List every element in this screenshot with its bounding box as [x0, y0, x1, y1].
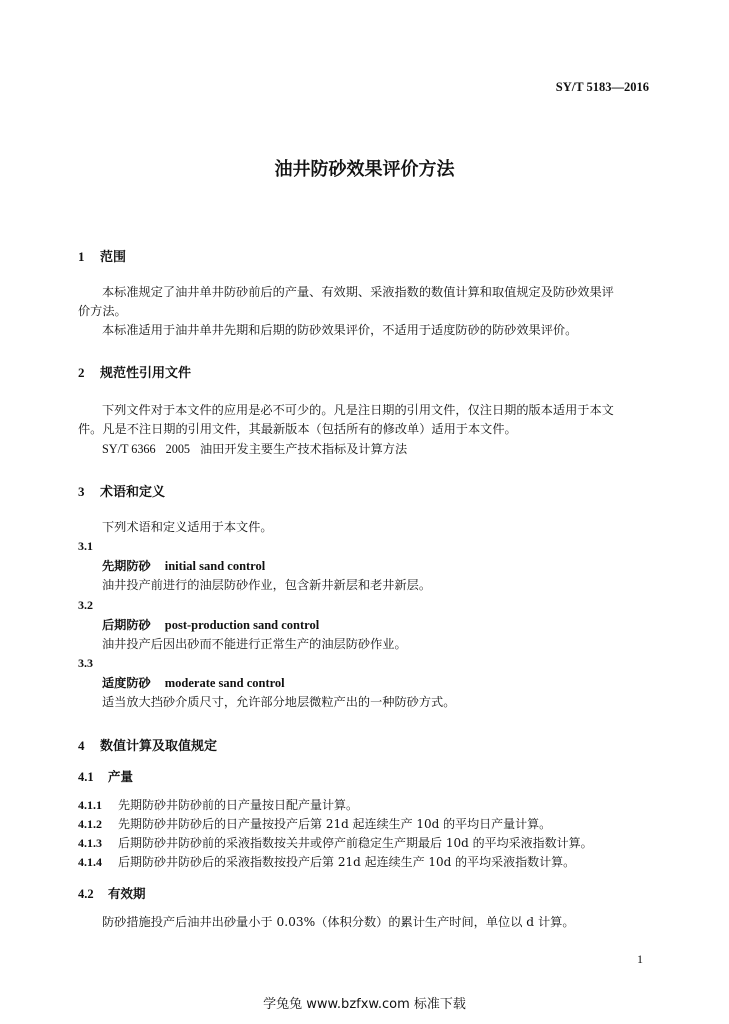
clause-item	[78, 834, 593, 851]
clause-text: 后期防砂井防砂后的采液指数按投产后第 21d 起连续生产 10d 的平均采液指数计算。	[118, 855, 576, 869]
clause-number: 4.1.1	[78, 798, 102, 812]
section-number: 3	[78, 484, 85, 499]
term-number: 3.1	[78, 539, 93, 553]
paragraph: 防砂措施投产后油井出砂量小于 0.03%（体积分数）的累计生产时间，单位以 d 计算。	[102, 915, 575, 929]
subsection-4-1-heading	[78, 767, 133, 785]
paragraph: 下列文件对于本文件的应用是必不可少的。凡是注日期的引用文件，仅注日期的版本适用于本文	[102, 403, 614, 417]
subsection-title: 产量	[108, 769, 134, 784]
term-definition: 适当放大挡砂介质尺寸，允许部分地层微粒产出的一种防砂方式。	[102, 695, 456, 709]
subsection-number: 4.2	[78, 887, 94, 901]
document-title: 油井防砂效果评价方法	[274, 159, 455, 180]
section-number: 4	[78, 738, 85, 753]
section-1-heading	[78, 246, 126, 265]
section-number: 2	[78, 365, 85, 380]
term-name	[102, 616, 319, 633]
section-title: 数值计算及取值规定	[100, 739, 218, 754]
term-en: moderate sand control	[164, 676, 285, 690]
term-zh: 后期防砂	[102, 618, 151, 632]
clause-number: 4.1.4	[78, 855, 102, 869]
normative-reference	[102, 440, 407, 457]
section-2-heading	[78, 362, 191, 381]
clause-number: 4.1.2	[78, 817, 102, 831]
term-number: 3.3	[78, 656, 93, 670]
paragraph: 下列术语和定义适用于本文件。	[102, 520, 273, 534]
term-zh: 先期防砂	[102, 559, 151, 573]
reference-title: 油田开发主要生产技术指标及计算方法	[200, 442, 408, 456]
reference-year: 2005	[165, 442, 190, 456]
footer-watermark: 学兔兔 www.bzfxw.com 标准下载	[263, 997, 466, 1012]
clause-number: 4.1.3	[78, 836, 102, 850]
term-zh: 适度防砂	[102, 676, 151, 690]
subsection-number: 4.1	[78, 770, 94, 784]
section-title: 规范性引用文件	[100, 366, 192, 381]
section-4-heading	[78, 735, 217, 754]
section-3-heading	[78, 481, 165, 500]
reference-code: SY/T 6366	[102, 442, 156, 456]
subsection-4-2-heading	[78, 884, 146, 902]
term-name	[102, 674, 285, 691]
section-title: 术语和定义	[100, 485, 166, 500]
clause-item	[78, 796, 358, 813]
subsection-title: 有效期	[108, 886, 146, 901]
paragraph-continuation: 件。凡是不注日期的引用文件，其最新版本（包括所有的修改单）适用于本文件。	[78, 422, 517, 436]
paragraph: 本标准规定了油井单井防砂前后的产量、有效期、采液指数的数值计算和取值规定及防砂效果评	[102, 285, 614, 299]
term-name	[102, 557, 265, 574]
term-en: initial sand control	[164, 559, 266, 573]
term-en: post-production sand control	[164, 618, 320, 632]
section-title: 范围	[100, 250, 127, 265]
clause-text: 先期防砂井防砂后的日产量按投产后第 21d 起连续生产 10d 的平均日产量计算。	[118, 817, 552, 831]
term-definition: 油井投产后因出砂而不能进行正常生产的油层防砂作业。	[102, 637, 407, 651]
section-number: 1	[78, 249, 85, 264]
term-definition: 油井投产前进行的油层防砂作业，包含新井新层和老井新层。	[102, 578, 432, 592]
standard-number: SY/T 5183—2016	[555, 80, 649, 94]
paragraph: 本标准适用于油井单井先期和后期的防砂效果评价，不适用于适度防砂的防砂效果评价。	[102, 323, 578, 337]
page-number: 1	[637, 952, 643, 966]
clause-item	[78, 815, 551, 832]
term-number: 3.2	[78, 598, 93, 612]
paragraph-continuation: 价方法。	[78, 304, 127, 318]
clause-text: 先期防砂井防砂前的日产量按日配产量计算。	[118, 798, 359, 812]
clause-text: 后期防砂井防砂前的采液指数按关井或停产前稳定生产期最后 10d 的平均采液指数计算。	[118, 836, 593, 850]
clause-item	[78, 853, 575, 870]
